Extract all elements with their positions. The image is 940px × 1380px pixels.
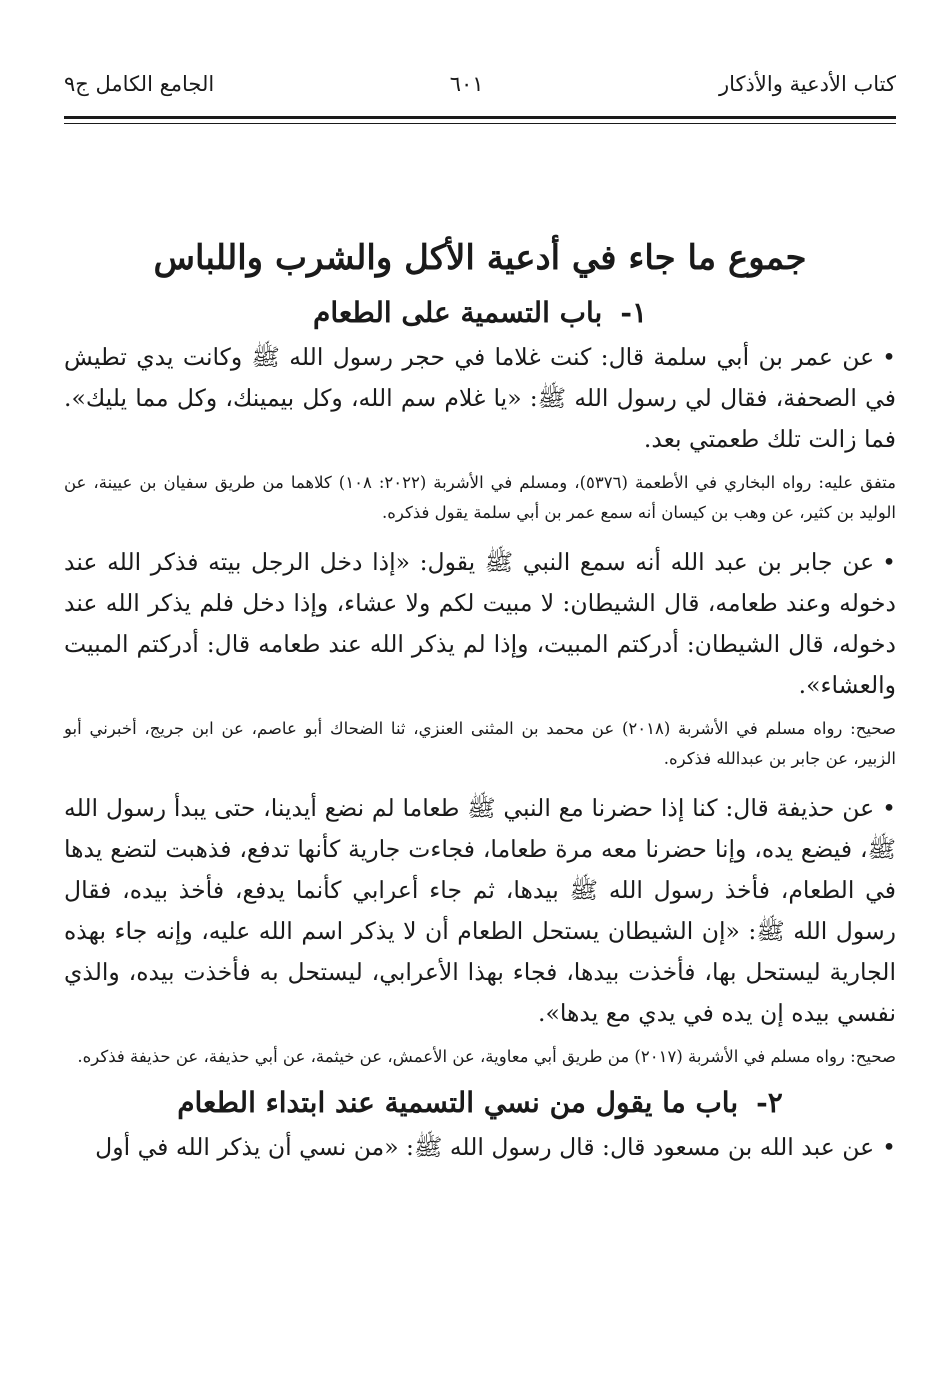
bullet-icon: • (882, 794, 896, 822)
hadith-body: عن عمر بن أبي سلمة قال: كنت غلاما في حجر رسول الله ﷺ وكانت يدي تطيش في الصحفة، فقال لي رسول الله ﷺ: «يا غلام سم الله، وكل بيمينك، وكل مما يليك». فما زالت تلك طعمتي بعد. (64, 343, 896, 453)
chapter-heading (64, 296, 896, 329)
bullet-icon: • (882, 1133, 896, 1161)
chapter-title: باب ما يقول من نسي التسمية عند ابتداء الطعام (177, 1086, 739, 1119)
book-title: كتاب الأدعية والأذكار (719, 72, 896, 96)
bullet-icon: • (882, 343, 896, 371)
hadith-text (64, 542, 896, 706)
volume-label: الجامع الكامل ج٩ (64, 72, 215, 96)
chapter-number: ١- (620, 296, 647, 329)
hadith-body: عن جابر بن عبد الله أنه سمع النبي ﷺ يقول: «إذا دخل الرجل بيته فذكر الله عند دخوله وعند طعامه، قال الشيطان: لا مبيت لكم ولا عشاء، وإذا دخل فلم يذكر الله عند دخوله، قال الشيطان: أدركتم المبيت، وإذا لم يذكر الله عند طعامه قال: أدركتم المبيت والعشاء». (64, 548, 896, 699)
chapter-heading (64, 1086, 896, 1119)
hadith-body: عن حذيفة قال: كنا إذا حضرنا مع النبي ﷺ طعاما لم نضع أيدينا، حتى يبدأ رسول الله ﷺ، فيضع يده، وإنا حضرنا معه مرة طعاما، فجاءت جارية كأنها تدفع، فذهبت لتضع يدها في الطعام، فأخذ رسول الله ﷺ بيدها، ثم جاء أعرابي كأنما يدفع، فأخذ بيده، فقال رسول الله ﷺ: «إن الشيطان يستحل الطعام أن لا يذكر اسم الله عليه، وإنه جاء بهذه الجارية ليستحل بها، فأخذت بيدها، فجاء بهذا الأعرابي، ليستحل به فأخذت بيده، والذي نفسي بيده إن يده في يدي مع يدها». (64, 794, 896, 1027)
hadith-source-note: صحيح: رواه مسلم في الأشربة (٢٠١٨) عن محمد بن المثنى العنزي، ثنا الضحاك أبو عاصم، عن ابن جريج، أخبرني أبو الزبير، عن جابر بن عبدالله فذكره. (64, 719, 896, 768)
hadith-text (64, 337, 896, 460)
hadith-body: عن عبد الله بن مسعود قال: قال رسول الله ﷺ: «من نسي أن يذكر الله في أول (95, 1133, 875, 1161)
header-rule-thick (64, 116, 896, 119)
page-number: ٦٠١ (449, 72, 484, 96)
hadith-source-note: صحيح: رواه مسلم في الأشربة (٢٠١٧) من طريق أبي معاوية، عن الأعمش، عن خيثمة، عن أبي حذيفة، عن حذيفة فذكره. (77, 1047, 896, 1066)
bullet-icon: • (882, 548, 896, 576)
running-header (64, 64, 896, 104)
hadith-text (64, 788, 896, 1034)
section-title: جموع ما جاء في أدعية الأكل والشرب واللباس (153, 238, 807, 278)
page-content (64, 238, 896, 1168)
hadith-source-note: متفق عليه: رواه البخاري في الأطعمة (٥٣٧٦)، ومسلم في الأشربة (٢٠٢٢: ١٠٨) كلاهما من طريق سفيان بن عيينة، عن الوليد بن كثير، عن وهب بن كيسان أنه سمع عمر بن أبي سلمة يقول فذكره. (64, 473, 897, 522)
hadith-text (64, 1127, 896, 1168)
chapter-title: باب التسمية على الطعام (313, 296, 603, 329)
header-rule-thin (64, 123, 896, 124)
chapter-number: ٢- (756, 1086, 783, 1119)
